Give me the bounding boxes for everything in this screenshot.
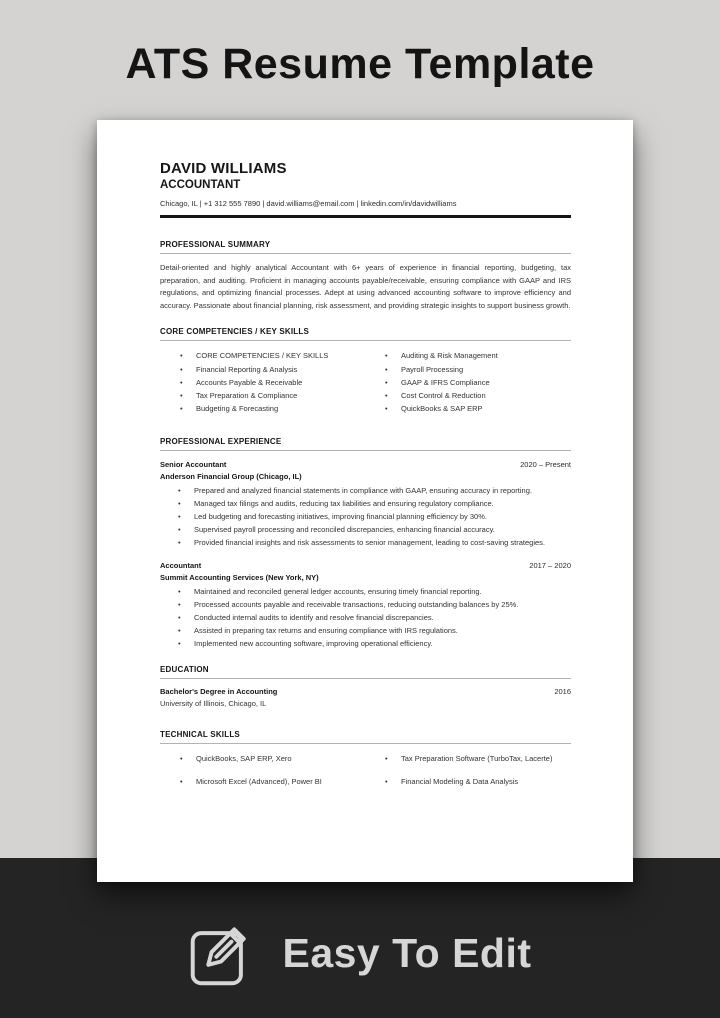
- summary-heading: PROFESSIONAL SUMMARY: [160, 240, 571, 254]
- resume-job-title: ACCOUNTANT: [160, 179, 241, 191]
- edit-pencil-icon: [188, 917, 256, 989]
- bullet-icon: •: [180, 351, 183, 361]
- bullet-icon: •: [178, 499, 181, 509]
- bullet-icon: •: [180, 404, 183, 414]
- tech-list-right: [383, 752, 571, 796]
- list-item: • QuickBooks & SAP ERP: [385, 402, 571, 415]
- bullet-icon: •: [385, 754, 388, 764]
- list-item: • Processed accounts payable and receivable transactions, reducing outstanding balances by 25%.: [178, 599, 571, 612]
- list-item: • GAAP & IFRS Compliance: [385, 376, 571, 389]
- section-professional-experience: [160, 437, 571, 650]
- job-dates: 2020 – Present: [520, 460, 571, 470]
- bullet-icon: •: [180, 364, 183, 374]
- list-item: • Financial Modeling & Data Analysis: [385, 775, 571, 788]
- list-item: • Provided financial insights and risk assessments to senior management, leading to cost-saving strategies.: [178, 537, 571, 550]
- resume-name: DAVID WILLIAMS: [160, 160, 287, 177]
- bullet-icon: •: [178, 511, 181, 521]
- list-item: • Accounts Payable & Receivable: [180, 376, 383, 389]
- job-company: Anderson Financial Group (Chicago, IL): [160, 472, 302, 482]
- footer-label: Easy To Edit: [282, 929, 532, 976]
- section-core-skills: [160, 327, 571, 415]
- list-item: • Assisted in preparing tax returns and ensuring compliance with IRS regulations.: [178, 625, 571, 638]
- contact-line: Chicago, IL | +1 312 555 7890 | david.williams@email.com | linkedin.com/in/davidwilliams: [160, 199, 571, 218]
- list-item: • Auditing & Risk Management: [385, 349, 571, 362]
- bullet-icon: •: [180, 776, 183, 786]
- job-role: Accountant: [160, 561, 202, 571]
- resume-page: [97, 120, 633, 882]
- bullet-icon: •: [178, 612, 181, 622]
- education-degree: Bachelor's Degree in Accounting: [160, 687, 278, 697]
- section-technical-skills: [160, 730, 571, 796]
- education-school: University of Illinois, Chicago, IL: [160, 699, 267, 709]
- list-item: • Led budgeting and forecasting initiatives, improving financial planning efficiency by 30%.: [178, 511, 571, 524]
- skills-heading: CORE COMPETENCIES / KEY SKILLS: [160, 327, 571, 341]
- bullet-icon: •: [385, 351, 388, 361]
- bullet-icon: •: [385, 390, 388, 400]
- skills-list-left: [160, 349, 383, 415]
- skills-list-right: [383, 349, 571, 415]
- experience-heading: PROFESSIONAL EXPERIENCE: [160, 437, 571, 451]
- education-heading: EDUCATION: [160, 665, 571, 679]
- list-item: • Tax Preparation Software (TurboTax, Lacerte): [385, 752, 571, 765]
- job-company: Summit Accounting Services (New York, NY): [160, 573, 319, 583]
- list-item: • CORE COMPETENCIES / KEY SKILLS: [180, 349, 383, 362]
- tech-list-left: [160, 752, 383, 796]
- bullet-icon: •: [178, 600, 181, 610]
- list-item: • Microsoft Excel (Advanced), Power BI: [180, 775, 383, 788]
- bullet-icon: •: [385, 364, 388, 374]
- list-item: • Conducted internal audits to identify and resolve financial discrepancies.: [178, 612, 571, 625]
- job-bullet-list: [160, 485, 571, 549]
- list-item: • Financial Reporting & Analysis: [180, 363, 383, 376]
- technical-skills-heading: TECHNICAL SKILLS: [160, 730, 571, 744]
- bullet-icon: •: [180, 390, 183, 400]
- section-professional-summary: [160, 240, 571, 312]
- education-year: 2016: [554, 687, 571, 697]
- bullet-icon: •: [385, 377, 388, 387]
- bullet-icon: •: [180, 754, 183, 764]
- job-bullet-list: [160, 586, 571, 650]
- bullet-icon: •: [385, 776, 388, 786]
- list-item: • Cost Control & Reduction: [385, 389, 571, 402]
- bullet-icon: •: [385, 404, 388, 414]
- list-item: • Managed tax filings and audits, reducing tax liabilities and ensuring regulatory compliance.: [178, 498, 571, 511]
- list-item: • Budgeting & Forecasting: [180, 402, 383, 415]
- bullet-icon: •: [178, 537, 181, 547]
- section-education: [160, 665, 571, 708]
- list-item: • Implemented new accounting software, improving operational efficiency.: [178, 638, 571, 651]
- bullet-icon: •: [178, 625, 181, 635]
- list-item: • Tax Preparation & Compliance: [180, 389, 383, 402]
- bullet-icon: •: [178, 587, 181, 597]
- bullet-icon: •: [178, 486, 181, 496]
- list-item: • Payroll Processing: [385, 363, 571, 376]
- job-role: Senior Accountant: [160, 460, 227, 470]
- job-dates: 2017 – 2020: [529, 561, 571, 571]
- list-item: • QuickBooks, SAP ERP, Xero: [180, 752, 383, 765]
- list-item: • Prepared and analyzed financial statements in compliance with GAAP, ensuring accuracy in reporting.: [178, 485, 571, 498]
- job-entry-senior-accountant: [160, 459, 571, 549]
- list-item: • Supervised payroll processing and reconciled discrepancies, enhancing financial accuracy.: [178, 524, 571, 537]
- summary-text: Detail-oriented and highly analytical Accountant with 6+ years of experience in financial reporting, budgeting, tax preparation, and auditing. Proficient in managing accounts payable/receivable, ensuring compliance with GAAP and IRS regulations, and optimizing financial processes. Adept at using advanced accounting software to improve efficiency and accuracy. Passionate about financial planning, risk assessment, and providing strategic insights to support business growth.: [160, 263, 571, 310]
- footer-banner: [0, 858, 720, 1018]
- bullet-icon: •: [178, 638, 181, 648]
- banner-title: ATS Resume Template: [125, 40, 595, 88]
- job-entry-accountant: [160, 560, 571, 650]
- bullet-icon: •: [180, 377, 183, 387]
- bullet-icon: •: [178, 524, 181, 534]
- list-item: • Maintained and reconciled general ledger accounts, ensuring timely financial reporting.: [178, 586, 571, 599]
